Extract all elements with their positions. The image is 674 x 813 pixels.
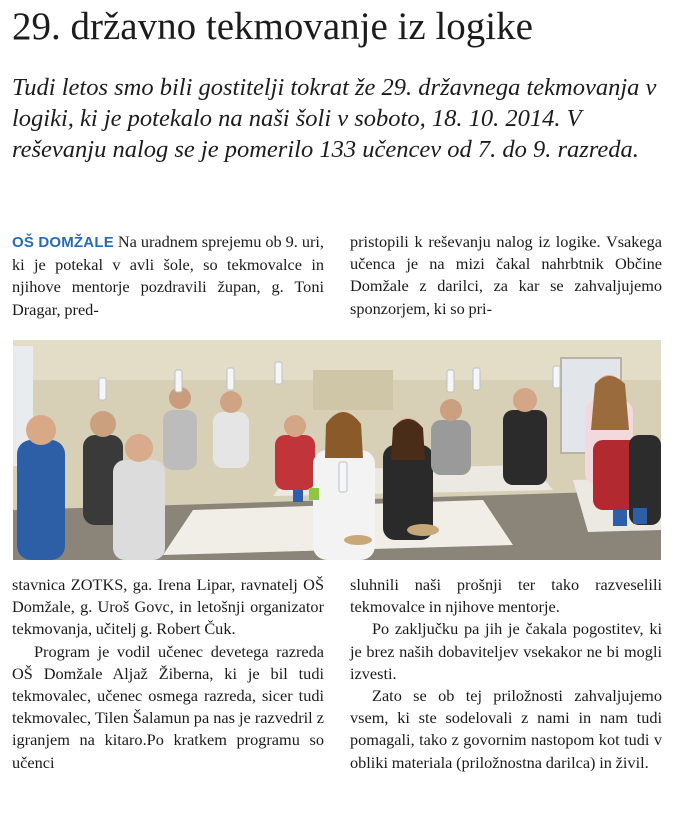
photo-board: [313, 370, 393, 410]
column-3: [12, 574, 324, 774]
classroom-photo-illustration: [13, 340, 661, 560]
column-4-paragraph-3: Zato se ob tej priložnosti zahvaljujemo vsem, ki ste sodelovali z nami in nam tudi pomagali, tako z govornim nastopom kot tudi v obliki materiala (priložnostna darilca) in živil.: [350, 686, 662, 772]
column-1-paragraph: [12, 231, 324, 321]
column-4-paragraph-2: Po zaključku pa jih je čakala pogostitev, ki je brez naših dobaviteljev vsekakor ne bi mogli izvesti.: [350, 619, 662, 683]
column-4: [350, 574, 662, 774]
column-2: [350, 231, 662, 320]
article-lead: Tudi letos smo bili gostitelji tokrat že 29. državnega tekmovanja v logiki, ki je potekalo na naši šoli v soboto, 18. 10. 2014. V reševanju nalog se je pomerilo 133 učencev od 7. do 9. razreda.: [12, 74, 657, 163]
dateline: OŠ DOMŽALE: [12, 234, 114, 251]
column-3-paragraph-1: stavnica ZOTKS, ga. Irena Lipar, ravnatelj OŠ Domžale, g. Uroš Govc, in letošnji organizator tekmovanja, učitelj g. Robert Čuk.: [12, 575, 324, 639]
column-2-paragraph: pristopili k reševanju nalog iz logike. Vsakega učenca je na mizi čakal nahrbtnik Občine Domžale z darilci, za kar se zahvaljujemo sponzorjem, ki so pri-: [350, 232, 662, 318]
column-4-paragraph-1: sluhnili naši prošnji ter tako razveselili tekmovalce in njihove mentorje.: [350, 575, 662, 617]
column-1: [12, 231, 324, 321]
article-title: 29. državno tekmovanje iz logike: [12, 5, 533, 48]
article-photo: [13, 340, 661, 560]
column-1-text: Na uradnem sprejemu ob 9. uri, ki je potekal v avli šole, so tekmovalce in njihove mentorje pozdravili župan, g. Toni Dragar, pred-: [12, 232, 324, 319]
column-3-paragraph-2: Program je vodil učenec devetega razreda OŠ Domžale Aljaž Žiberna, ki je bil tudi tekmovalec, učenec osmega razreda, sicer tudi tekmovalec, Tilen Šalamun pa nas je razvedril z igranjem na kitaro.Po kratkem programu so učenci: [12, 641, 324, 772]
